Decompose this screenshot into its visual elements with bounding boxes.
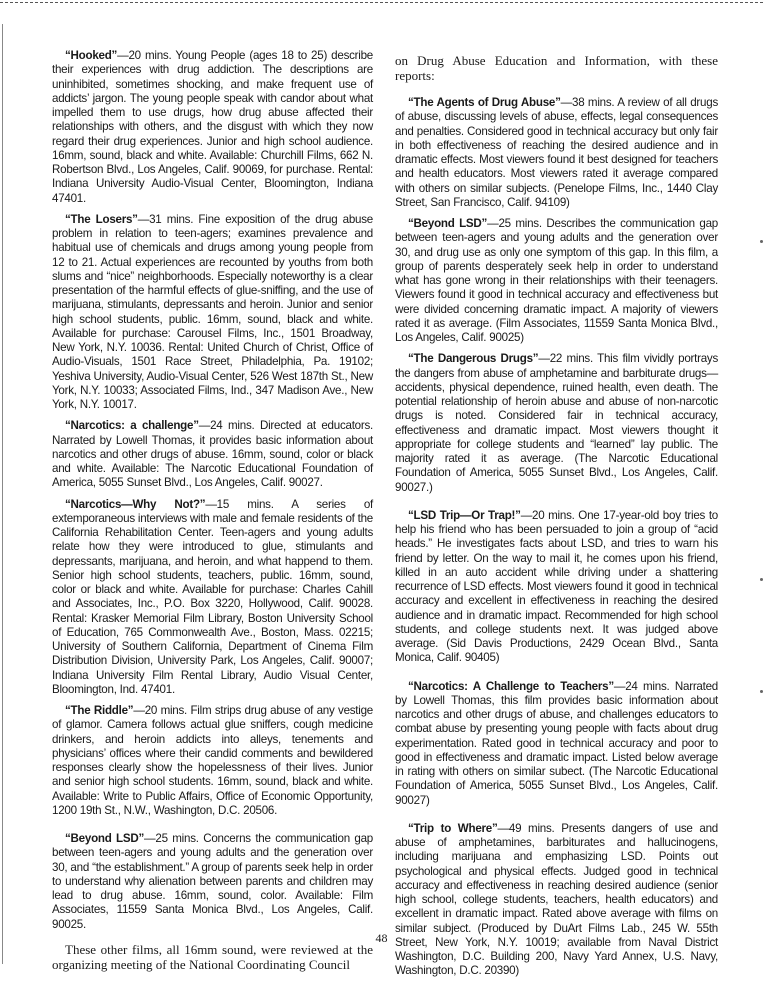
film-entry-narcotics-challenge-teachers [395, 680, 718, 808]
left-column [52, 49, 373, 972]
film-entry-the-riddle [52, 704, 373, 818]
film-entry-beyond-lsd [52, 832, 373, 932]
film-description: —20 mins. Film strips drug abuse of any vestige of glamor. Camera follows actual glue sniffers, cough medicine drinkers, and heroin addicts into alleys, tenements and physicians’ offices where their candid comments and bewildered responses clearly show the hopelessness of their lives. Junior and senior high school students. 16mm, sound, black and white. Available: Write to Public Affairs, Office of Economic Opportunity, 1200 19th St., N.W., Washington, D.C. 20506. [52, 704, 374, 817]
film-title: “Narcotics: A Challenge to Teachers” [408, 679, 614, 693]
scan-edge-left [2, 24, 3, 964]
film-description: —38 mins. A review of all drugs of abuse, discussing levels of abuse, effects, legal consequences and penalties. Considered good in technical accuracy but only fair in both effectiveness of reaching the desired audience and in dramatic effects. Most viewers found it best designed for teachers and health educators. Most viewers rated it average compared with others on similar subjects. (Penelope Films, Inc., 1440 Clay Street, San Francisco, Calif. 94109) [395, 96, 718, 209]
film-entry-beyond-lsd-review [395, 217, 718, 345]
film-entry-lsd-trip-or-trap [395, 509, 718, 666]
scan-edge-top [0, 2, 763, 3]
film-entry-trip-to-where [395, 822, 718, 979]
film-description: —15 mins. A series of extemporaneous interviews with male and female residents of the California Rehabilitation Center. Teen-agers and young adults relate how they were introduced to glue, stimulants and depressants, marijuana, and heroin, and what happend to them. Senior high school students, teachers, public. 16mm, sound, color or black and white. Available for purchase: Charles Cahill and Associates, Inc., P.O. Box 3220, Hollywood, Calif. 90028. Rental: Krasker Memorial Film Library, Boston University School of Education, 765 Commonwealth Ave., Boston, Mass. 02215; University of Southern California, Department of Cinema Film Distribution Division, University Park, Los Angeles, Calif. 90007; Indiana University Film Rental Library, Audio Visual Center, Bloomington, Ind. 47401. [52, 497, 373, 696]
film-title: “Beyond LSD” [408, 217, 488, 230]
film-entry-agents-of-drug-abuse [395, 96, 718, 210]
film-title: “Narcotics—Why Not?” [65, 497, 206, 511]
film-entry-narcotics-why-not [52, 498, 373, 698]
film-title: “Trip to Where” [408, 821, 498, 835]
film-entry-the-losers [52, 213, 373, 413]
film-title: “LSD Trip—Or Trap!” [408, 508, 521, 522]
film-title: “The Riddle” [65, 704, 134, 717]
film-title: “Narcotics: a challenge” [65, 419, 199, 433]
film-title: “The Losers” [65, 212, 138, 226]
film-entry-dangerous-drugs [395, 352, 718, 495]
film-description: —20 mins. One 17-year-old boy tries to help his friend who has been persuaded to join a group of “acid heads.” He investigates facts about LSD, and tries to warn his friend by letter. On the way to mail it, he comes upon his friend, killed in an auto accident while driving under a shattering recurrence of LSD effects. Most viewers found it good in technical accuracy and excellent in effectiveness in reaching the desired audience and in dramatic impact. Recommended for high school students, and college students next. It was judged above average. (Sid Davis Productions, 2429 Ocean Blvd., Santa Monica, Calif. 90405) [395, 508, 718, 665]
film-entry-narcotics-a-challenge [52, 419, 373, 490]
intro-paragraph: These other films, all 16mm sound, were reviewed at the organizing meeting of the National Coordinating Council [52, 941, 373, 972]
film-title: “The Dangerous Drugs” [408, 352, 539, 366]
film-description: —24 mins. Narrated by Lowell Thomas, this film provides basic information about narcotics and other drugs of abuse, and challenges educators to combat abuse by presenting young people with facts about drug experimentation. Rated good in technical accuracy and poor to good in effectiveness and dramatic impact. Listed below average in rating with others on similar subect. (The Narcotic Educational Foundation of America, 5055 Sunset Blvd., Los Angeles, Calif. 90027) [395, 679, 718, 807]
page-number: 48 [375, 931, 388, 945]
film-title: “Beyond LSD” [65, 832, 145, 845]
film-entry-hooked [52, 49, 373, 206]
intro-paragraph-continued: on Drug Abuse Education and Information, with these reports: [395, 53, 718, 83]
film-title: “Hooked” [65, 49, 118, 62]
film-description: —24 mins. Directed at educators. Narrated by Lowell Thomas, it provides basic information about narcotics and other drugs of abuse. 16mm, sound, color or black and white. Available: The Narcotic Educational Foundation of America, 5055 Sunset Blvd., Los Angeles, Calif. 90027. [52, 419, 373, 490]
right-column [395, 53, 718, 986]
film-title: “The Agents of Drug Abuse” [408, 96, 561, 109]
film-description: —49 mins. Presents dangers of use and abuse of amphetamines, barbiturates and hallucinogens, including marijuana and emphasizing LSD. Points out psychological and physical effects. Judged good in technical accuracy and effectiveness in reaching desired audience (senior high school, college students, teachers, health educators) and excellent in dramatic impact. Rated above average with films on similar subject. (Produced by DuArt Films Lab., 245 W. 55th Street, New York, N.Y. 10019; available from Naval District Washington, D.C. Building 200, Navy Yard Annex, U.S. Navy, Washington, D.C. 20390) [395, 821, 718, 978]
film-description: —25 mins. Describes the communication gap between teen-agers and young adults and the generation over 30, and drug use as only one symptom of this gap. In this film, a group of parents desperately seek help in order to understand what has gone wrong in their relationships with their teenagers. Viewers found it good in technical accuracy and effectiveness but were divided concerning dramatic impact. A majority of viewers rated it as average. (Film Associates, 11559 Santa Monica Blvd., Los Angeles, Calif. 90025) [395, 217, 718, 344]
film-description: —25 mins. Concerns the communication gap between teen-agers and young adults and the generation over 30, and “the establishment.” A group of parents seek help in order to understand why alienation between parents and children may lead to drug abuse. 16mm, sound, color. Available: Film Associates, 11559 Santa Monica Blvd., Los Angeles, Calif. 90025. [52, 832, 373, 931]
film-description: —22 mins. This film vividly portrays the dangers from abuse of amphetamine and barbiturate drugs—accidents, physical dependence, ruined health, even death. The potential relationship of heroin abuse and abuse of non-narcotic drugs is noted. Considered fair in technical accuracy, effectiveness and dramatic impact. Most viewers thought it appropriate for college students and “learned” lay public. The majority rated it as average. (The Narcotic Educational Foundation of America, 5055 Sunset Blvd., Los Angeles, Calif. 90027.) [395, 352, 719, 494]
film-description: —31 mins. Fine exposition of the drug abuse problem in relation to teen-agers; examines prevalence and habitual use of chemicals and drugs among young people from 12 to 21. Actual experiences are recounted by youths from both slums and “nice” neighborhoods. Especially noteworthy is a clear presentation of the harmful effects of glue-sniffing, and the use of marijuana, stimulants, depressants and heroin. Junior and senior high school students, public. 16mm, sound, black and white. Available for purchase: Carousel Films, Inc., 1501 Broadway, New York, N.Y. 10036. Rental: United Church of Christ, Office of Audio-Visuals, 1501 Race Street, Philadelphia, Pa. 19102; Yeshiva University, Audio-Visual Center, 526 West 187th St., New York, N.Y. 10033; Associated Films, Ind., 347 Madison Ave., New York, N.Y. 10017. [52, 212, 374, 411]
film-description: —20 mins. Young People (ages 18 to 25) describe their experiences with drug addiction. The descriptions are uninhibited, sometimes shocking, and make frequent use of addicts’ jargon. The young people speak with candor about what impelled them to use drugs, how drug abuse affected their relationships with others, and the disgust with which they now regard their drug experiences. Junior and high school audience. 16mm, sound, black and white. Available: Churchill Films, 662 N. Robertson Blvd., Los Angeles, Calif. 90069, for purchase. Rental: Indiana University Audio-Visual Center, Bloomington, Indiana 47401. [52, 49, 373, 205]
